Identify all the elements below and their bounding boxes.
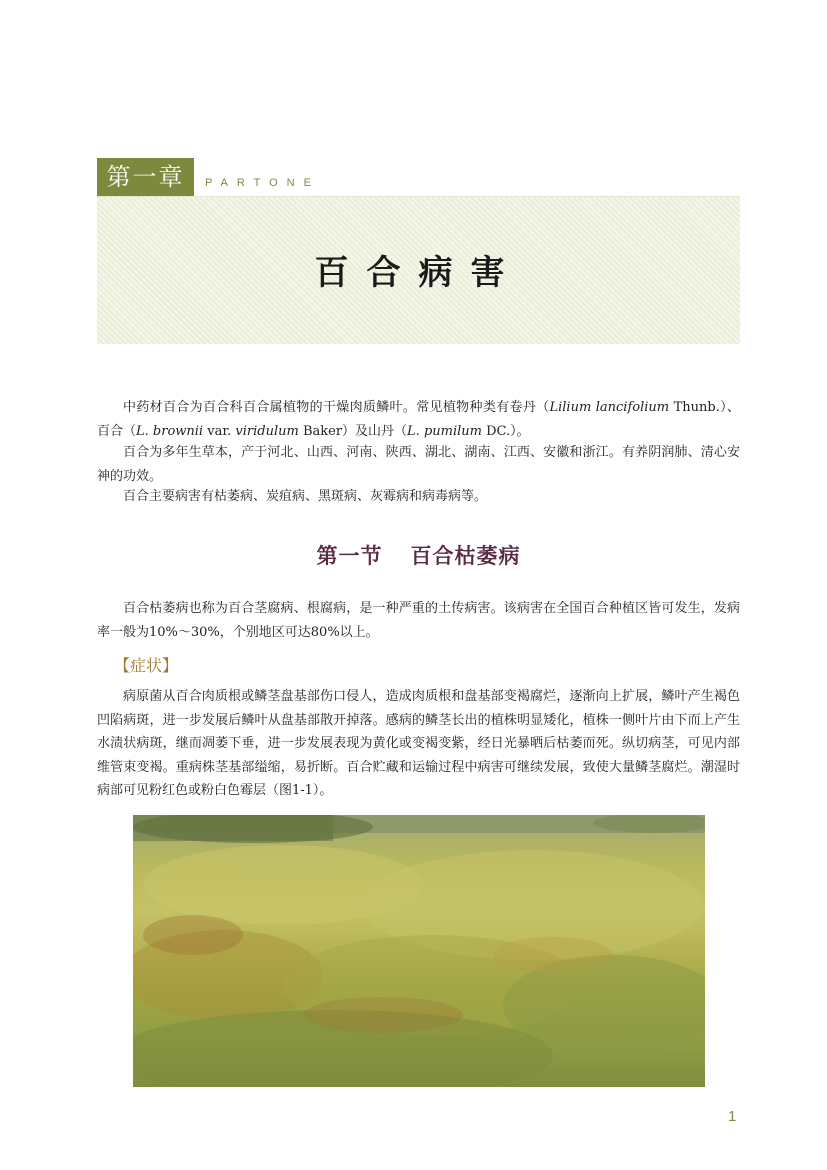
symptom-paragraph: 病原菌从百合肉质根或鳞茎盘基部伤口侵人，造成肉质根和盘基部变褐腐烂，逐渐向上扩展，鳞叶产生褐色凹陷病斑，进一步发展后鳞叶从盘基部散开掉落。感病的鳞茎长出的植株明显矮化，植株一侧叶片由下而上产生水渍状病斑，继而凋萎下垂，进一步发展表现为黄化或变褐变紫，经日光暴晒后枯萎而死。纵切病茎，可见内部维管束变褐。重病株茎基部缢缩，易折断。百合贮藏和运输过程中病害可继续发展，致使大量鳞茎腐烂。潮湿时病部可见粉红色或粉白色霉层（图1-1）。 [97,689,740,798]
page-title: 百合病害 [314,253,523,293]
chapter-label: 第一章 [97,158,194,196]
intro-paragraph-3: 百合主要病害有枯萎病、炭疽病、黑斑病、灰霉病和病毒病等。 [123,489,488,504]
section-paragraph-1: 百合枯萎病也称为百合茎腐病、根腐病，是一种严重的土传病害。该病害在全国百合种植区皆可发生，发病率一般为10%～30%，个别地区可达80%以上。 [97,601,740,640]
page-number: 1 [728,1108,737,1125]
intro-paragraph-2: 百合为多年生草本，产于河北、山西、河南、陕西、湖北、湖南、江西、安徽和浙江。有养阴润肺、清心安神的功效。 [97,445,740,484]
intro-paragraph-1: 中药材百合为百合科百合属植物的干燥肉质鳞叶。常见植物种类有卷丹（Lilium lancifolium Thunb.）、百合（L. brownii var. viridulum Baker）及山丹（L. pumilum DC.）。 [97,400,740,439]
symptom-heading: 【症状】 [114,656,179,675]
title-banner [97,196,740,344]
part-label: PARTONE [205,177,320,189]
section-title: 第一节 百合枯萎病 [316,544,521,568]
lily-field-photo [133,815,705,1087]
